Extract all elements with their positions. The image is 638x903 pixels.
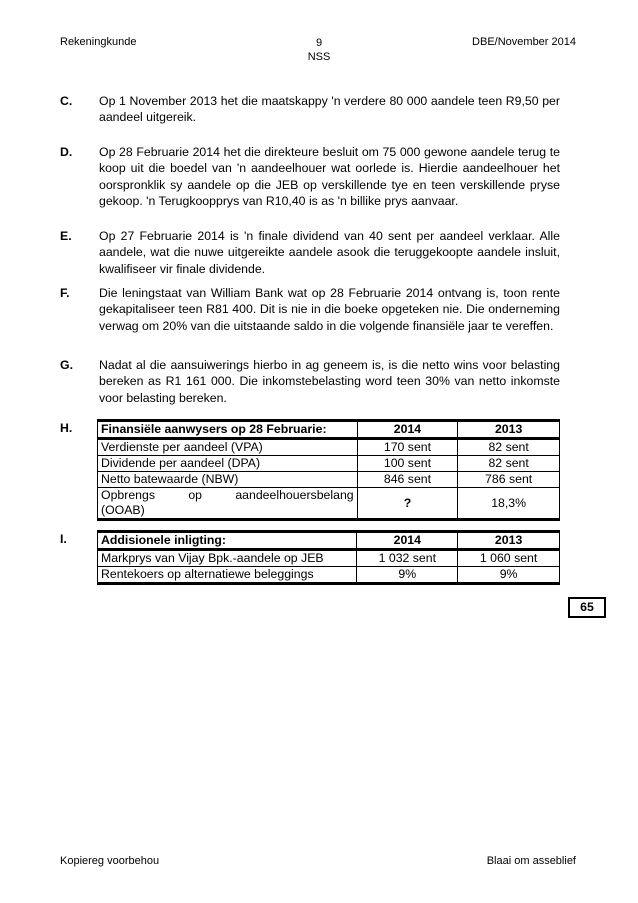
table-cell: Verdienste per aandeel (VPA): [98, 439, 358, 456]
table-row: [98, 439, 560, 456]
table-header-cell: 2014: [357, 532, 458, 550]
footer-turn-page: Blaai om asseblief: [486, 855, 576, 867]
table-row: [98, 567, 560, 584]
item-c: [60, 93, 560, 126]
item-text: Op 1 November 2013 het die maatskappy 'n verdere 80 000 aandele teen R9,50 per aandeel uitgereik.: [99, 94, 560, 125]
table-cell: ?: [357, 488, 458, 520]
item-g: [60, 357, 560, 406]
roe-abbreviation: (OOAB): [101, 503, 145, 517]
item-label: G.: [60, 358, 73, 372]
table-cell: 170 sent: [357, 439, 458, 456]
table-row: [98, 550, 560, 567]
table-h-label: H.: [60, 421, 73, 435]
page-number: 9: [315, 37, 323, 49]
roe-label-line: [101, 488, 354, 503]
table-header-cell: 2013: [458, 421, 560, 439]
item-text: Op 28 Februarie 2014 het die direkteure besluit om 75 000 gewone aandele terug te koop uit die boedel van 'n aandeelhouer wat oorlede is. Hierdie aandeelhouer het oorspronklik sy aandele op die JEB op verskillende tye en teen verskillende pryse gekoop. 'n Terugkoopprys van R10,40 is as 'n billike prys aanvaar.: [99, 145, 560, 209]
item-text: Op 27 Februarie 2014 is 'n finale dividend van 40 sent per aandeel verklaar. Alle aandele, wat die nuwe uitgereikte aandele asook die teruggekoopte aandele insluit, kwalifiseer vir finale dividende.: [99, 229, 560, 276]
item-text: Die leningstaat van William Bank wat op 28 Februarie 2014 ontvang is, toon rente gekapitaliseer teen R81 400. Dit is nie in die boeke opgeteken nie. Die onderneming verwag om 20% van die uitstaande saldo in die volgende finansiële jaar te vereffen.: [99, 286, 560, 333]
table-row: [98, 456, 560, 472]
table-cell: 786 sent: [458, 472, 560, 488]
additional-info-table: [97, 530, 560, 585]
table-header-cell: 2014: [357, 421, 458, 439]
table-row: [98, 488, 560, 520]
item-label: E.: [60, 229, 72, 243]
table-cell: 82 sent: [458, 439, 560, 456]
roe-word: Opbrengs: [101, 488, 156, 502]
table-cell: [98, 488, 358, 520]
financial-indicators-table: [97, 419, 560, 521]
item-text: Nadat al die aansuiwerings hierbo in ag geneem is, is die netto wins voor belasting bereken as R1 161 000. Die inkomstebelasting word teen 30% van netto inkomste voor belasting bereken.: [99, 358, 560, 405]
item-label: F.: [60, 286, 70, 300]
table-header-cell: 2013: [458, 532, 560, 550]
header-exam: DBE/November 2014: [472, 36, 576, 48]
table-cell: Netto batewaarde (NBW): [98, 472, 358, 488]
item-label: C.: [60, 94, 73, 108]
table-cell: 1 032 sent: [357, 550, 458, 567]
marks-box: 65: [568, 597, 606, 618]
footer-copyright: Kopiereg voorbehou: [60, 855, 160, 867]
table-header-row: [98, 532, 560, 550]
table-cell: 18,3%: [458, 488, 560, 520]
item-d: [60, 144, 560, 210]
table-cell: 100 sent: [357, 456, 458, 472]
roe-word: aandeelhouersbelang: [235, 488, 354, 502]
header-subject: Rekeningkunde: [60, 36, 137, 48]
table-header-cell: Finansiële aanwysers op 28 Februarie:: [98, 421, 358, 439]
header-level: NSS: [307, 51, 331, 63]
item-e: [60, 228, 560, 277]
table-cell: Rentekoers op alternatiewe beleggings: [98, 567, 357, 584]
table-header-row: [98, 421, 560, 439]
table-row: [98, 472, 560, 488]
item-label: D.: [60, 145, 73, 159]
table-cell: Markprys van Vijay Bpk.-aandele op JEB: [98, 550, 357, 567]
table-i-label: I.: [60, 532, 67, 546]
table-cell: 82 sent: [458, 456, 560, 472]
roe-word: op: [188, 488, 203, 502]
item-f: [60, 285, 560, 334]
table-cell: 1 060 sent: [458, 550, 560, 567]
table-cell: 9%: [357, 567, 458, 584]
table-header-cell: Addisionele inligting:: [98, 532, 357, 550]
table-cell: 9%: [458, 567, 560, 584]
table-cell: Dividende per aandeel (DPA): [98, 456, 358, 472]
table-cell: 846 sent: [357, 472, 458, 488]
